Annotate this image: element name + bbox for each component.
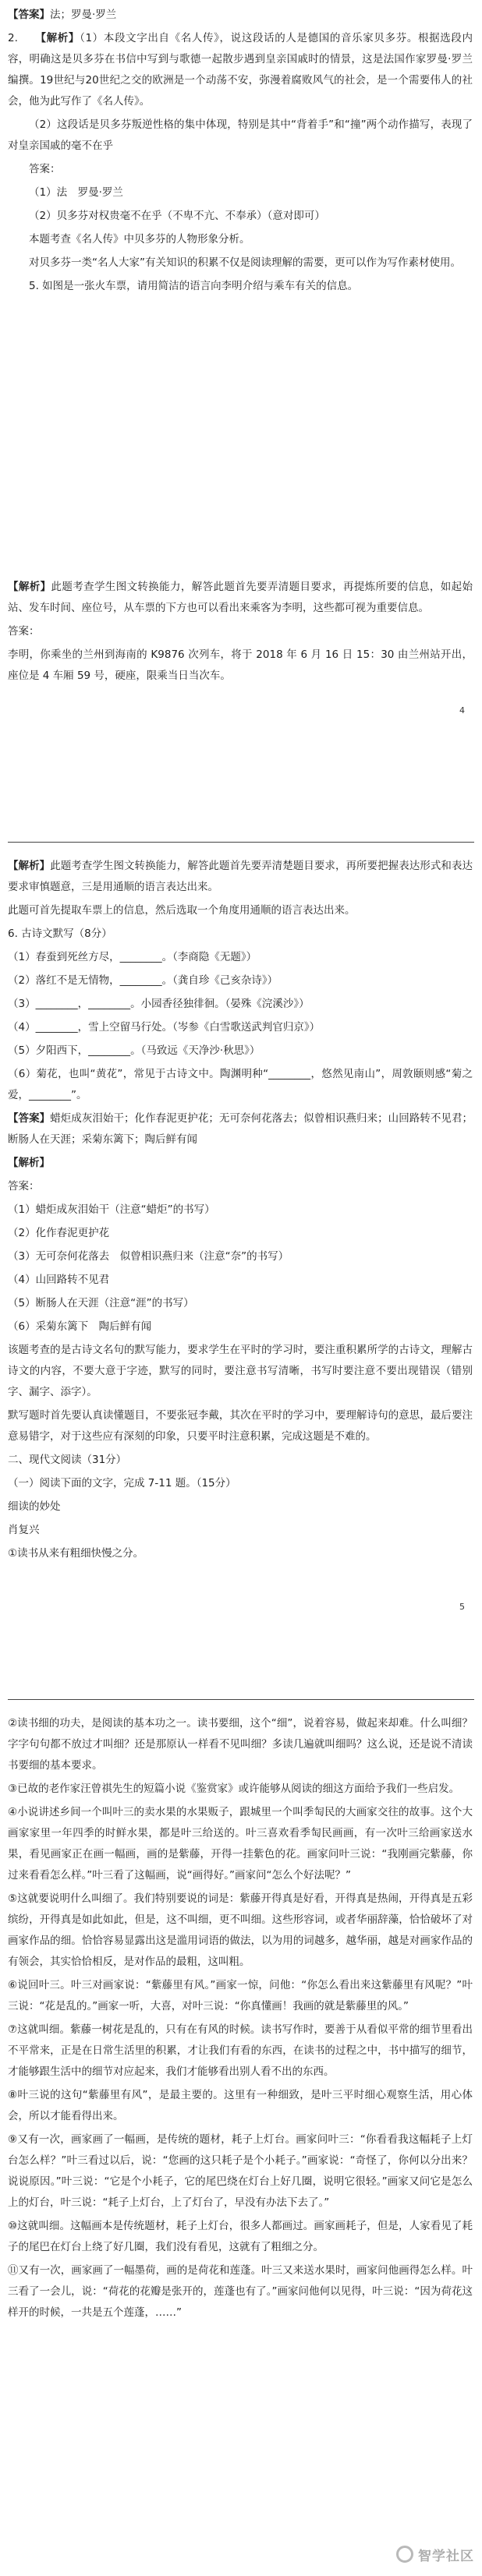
paragraph <box>8 1975 473 2017</box>
paragraph-text: 默写题时首先要认真读懂题目，不要张冠李戴，其次在平时的学习中，要理解诗句的意思，最后要注意易错字，对于这些应有深刻的印象，只要平时注意积累，完成这题是不难的。 <box>8 1409 473 1443</box>
paragraph <box>8 2260 473 2323</box>
page-4-top-text <box>8 5 473 299</box>
question-number: 2. <box>8 32 18 44</box>
paragraph-text: ⑦这就叫细。紫藤一树花是乱的，只有在有风的时候。读书写作时，要善于从看似平常的细节里看出不平常来，正是在日常生活里的积累，才让我们有看的东西，在读书的过程之中，书中描写的细节，才能够跟生活中的细节对应起来，我们才能够看出别人看不出的东西。 <box>8 2023 473 2078</box>
watermark-text: 智学社区 <box>418 2548 474 2564</box>
paragraph <box>8 1473 473 1494</box>
paragraph-text: （1）蜡炬成灰泪始干（注意“蜡炬”的书写） <box>8 1203 215 1216</box>
paragraph <box>8 1779 473 1800</box>
train-ticket-image-area <box>8 347 473 565</box>
paragraph-text: 对贝多芬一类“名人大家”有关知识的积累不仅是阅读理解的需要，更可以作为写作素材使用。 <box>29 256 461 269</box>
page-4 <box>0 0 482 779</box>
watermark-emblem-icon <box>396 2546 413 2563</box>
paragraph <box>8 924 473 945</box>
article-author: 肖复兴 <box>8 1524 40 1536</box>
paragraph-text: 本题考查《名人传》中贝多芬的人物形象分析。 <box>29 233 250 246</box>
paragraph-text: （1）法 罗曼·罗兰 <box>29 186 123 199</box>
paragraph-text: 此题考查学生图文转换能力，解答此题首先要弄清题目要求，再提炼所要的信息，如起始站、发车时间、座位号，从车票的下方也可以看出来乘客为李明，这些都可视为重要信息。 <box>8 581 473 614</box>
paragraph <box>8 182 473 203</box>
paragraph-text: （2）这段话是贝多芬叛逆性格的集中体现，特别是其中“背着手”和“撞”两个动作描写，表现了对皇亲国戚的毫不在乎 <box>8 118 473 152</box>
paragraph <box>8 1713 473 1776</box>
paragraph <box>8 1017 473 1038</box>
paragraph-text: 答案： <box>8 1180 40 1193</box>
paragraph <box>8 28 473 112</box>
page-header-rule <box>8 1699 474 1700</box>
section-label: 【解析】 <box>8 581 51 593</box>
paragraph <box>8 253 473 274</box>
paragraph-text: 法；罗曼·罗兰 <box>50 9 117 21</box>
paragraph-text: ⑧叶三说的这句“紫藤里有风”，是最主要的。这里有一种细致，是叶三平时细心观察生活，用心体会，所以才能看得出来。 <box>8 2089 473 2122</box>
paragraph-text: 二、现代文阅读（31分） <box>8 1454 127 1466</box>
paragraph <box>8 159 473 180</box>
paragraph-text: ③已故的老作家汪曾祺先生的短篇小说《鉴赏家》或许能够从阅读的细这方面给予我们一些启发。 <box>8 1783 460 1795</box>
page-number: 5 <box>459 1602 465 1612</box>
paragraph <box>8 206 473 227</box>
paragraph <box>8 1064 473 1106</box>
paragraph-text: （3）无可奈何花落去 似曾相识燕归来（注意“奈”的书写） <box>8 1250 289 1263</box>
paragraph <box>8 994 473 1015</box>
paragraph <box>8 1405 473 1447</box>
paragraph-text: ⑩这就叫细。这幅画本是传统题材，耗子上灯台，很多人都画过。画家画耗子，但是，人家看见了耗子的尾巴在灯台上绕了好几圈，我们没有看见，这就有了粗细之分。 <box>8 2220 473 2253</box>
paragraph-text: ⑥说回叶三。叶三对画家说：“紫藤里有风。”画家一惊，问他：“你怎么看出来这紫藤里有风呢？”叶三说：“花是乱的。”画家一听，大喜，对叶三说：“你真懂画！我画的就是紫藤里的风。” <box>8 1979 473 2012</box>
paragraph <box>8 1316 473 1337</box>
paragraph-text: （5）夕阳西下，________。（马致远《天净沙·秋思》） <box>8 1044 260 1057</box>
paragraph <box>8 2085 473 2127</box>
paragraph <box>8 1450 473 1471</box>
paragraph <box>8 856 473 898</box>
paragraph <box>8 1200 473 1221</box>
paragraph <box>8 1293 473 1314</box>
paragraph-text: 李明，你乘坐的兰州到海南的 K9876 次列车，将于 2018 年 6 月 16 日 15：30 由兰州站开出，座位是 4 车厢 59 号，硬座，限乘当日当次车。 <box>8 648 473 682</box>
paragraph-text: ⑨又有一次，画家画了一幅画，是传统的题材，耗子上灯台。画家问叶三：“你看看我这幅耗子上灯台怎么样？”叶三看过以后，说：“您画的这只耗子是个小耗子。”画家说：“奇怪了，你何以分出来？说说原因。”叶三说：“它是个小耗子，它的尾巴绕在灯台上好几圈，说明它很轻。”画家又问它是怎么上的灯台，叶三说：“耗子上灯台，上了灯台了，早没有办法下去了。” <box>8 2133 473 2209</box>
paragraph <box>8 947 473 968</box>
paragraph-text: （6）菊花，也叫“黄花”，常见于古诗文中。陶渊明种“________，悠然见南山”，周敦颐则感“菊之爱，________”。 <box>8 1068 473 1101</box>
paragraph-text: （6）采菊东篱下 陶后鲜有闻 <box>8 1320 152 1333</box>
paragraph <box>8 229 473 250</box>
paragraph <box>8 276 473 297</box>
answer-block <box>8 5 473 112</box>
paragraph-text: （2）落红不是无情物，________。（龚自珍《己亥杂诗》） <box>8 974 278 987</box>
paragraph-text: 该题考查的是古诗文名句的默写能力，要求学生在平时的学习时，要注重积累所学的古诗文，理解古诗文的内容，不要大意于字迹，默写的同时，要注意书写清晰，书写时要注意不要出现错误（错别字、漏字、添字）。 <box>8 1344 473 1398</box>
paragraph <box>8 1108 473 1150</box>
article-body-continued <box>8 1713 473 2326</box>
paragraph-text: （2）贝多芬对权贵毫不在乎（不卑不亢、不奉承）（意对即可） <box>29 210 325 222</box>
paragraph-text: ②读书细的功夫，是阅读的基本功之一。读书要细，这个“细”，说着容易，做起来却难。什么叫细？字字句句都不放过才叫细？还是那原认一样看不见叫细？多读几遍就叫细吗？这么说，还是说不清读书要细的基本要求。 <box>8 1717 473 1772</box>
paragraph <box>8 1246 473 1267</box>
article-body <box>8 1543 473 1564</box>
paragraph-text: 此题考查学生图文转换能力，解答此题首先要弄清楚题目要求，再所要把握表达形式和表达要求审慎题意，三是用通顺的语言表达出来。 <box>8 860 473 893</box>
paragraph <box>8 1889 473 1973</box>
ticket-answer <box>8 577 473 689</box>
paragraph-text: ④小说讲述乡间一个叫叶三的卖水果的水果贩子，跟城里一个叫季匋民的大画家交往的故事。这个大画家家里一年四季的时鲜水果，都是叶三给送的。叶三喜欢看季匋民画画，有一次叶三给画家送水果，看见画家正在画一幅画，画的是紫藤，开得一挂紫色的花。画家问叶三说：“我刚画完紫藤，你过来看看怎么样。”叶三看了这幅画，说“画得好。”画家问“怎么个好法呢？” <box>8 1806 473 1882</box>
section-label: 【解析】 <box>8 860 51 872</box>
paragraph <box>8 115 473 157</box>
paragraph-text: （4）________，雪上空留马行处。（岑参《白雪歌送武判官归京》） <box>8 1021 321 1034</box>
page-number: 4 <box>459 705 465 716</box>
question-section <box>8 856 473 1494</box>
paragraph <box>8 1802 473 1886</box>
paragraph-text: 5. 如图是一张火车票，请用简洁的语言向李明介绍与乘车有关的信息。 <box>29 280 359 292</box>
section-label: 【答案】 <box>8 9 50 21</box>
paragraph-text: ⑤这就要说明什么叫细了。我们特别要说的词是：紫藤开得真是好看，开得真是热闹，开得真是五彩缤纷，开得真是如此如此，但是，这不叫细，更不叫细。这些形容词，或者华丽辞藻，恰恰破坏了对画家作品的细。恰恰容易显露出这是滥用词语的做法，以为用的词越多，越华丽，越是对画家作品的有领会，其实恰恰相反，是对作品的最粗，这叫粗。 <box>8 1892 473 1968</box>
paragraph <box>8 900 473 921</box>
paragraph-text: 答案： <box>8 625 40 638</box>
paragraph-text: （5）断肠人在天涯（注意“涯”的书写） <box>8 1297 194 1309</box>
site-watermark-logo <box>393 2537 477 2571</box>
paragraph-text: 6. 古诗文默写（8分） <box>8 928 112 940</box>
paragraph <box>8 1270 473 1291</box>
paragraph <box>8 1340 473 1403</box>
page-header-rule <box>8 842 474 843</box>
paragraph <box>8 1223 473 1244</box>
paragraph <box>8 2216 473 2258</box>
answer-detail <box>8 115 473 297</box>
paragraph <box>8 5 473 26</box>
page-5 <box>0 834 482 1645</box>
paragraph <box>8 577 473 619</box>
paragraph-text: （3）________，________。小园香径独徘徊。（晏殊《浣溪沙》） <box>8 998 310 1010</box>
paragraph-text: 答案： <box>29 163 61 175</box>
paragraph-text: ①读书从来有粗细快慢之分。 <box>8 1547 144 1560</box>
paragraph-text: 蜡炬成灰泪始干；化作春泥更护花；无可奈何花落去；似曾相识燕归来；山回路转不见君；断肠人在天涯；采菊东篱下；陶后鲜有闻 <box>8 1112 473 1146</box>
section-label: 【答案】 <box>8 1112 51 1125</box>
paragraph <box>8 621 473 642</box>
paragraph-text: ⑪又有一次，画家画了一幅墨荷，画的是荷花和莲蓬。叶三又来送水果时，画家问他画得怎么样。叶三看了一会儿，说：“荷花的花瓣是张开的，莲蓬也有了。”画家问他何以见得，叶三说：“因为荷花这样开的时候，一共是五个莲蓬，……” <box>8 2264 473 2319</box>
paragraph <box>8 2019 473 2083</box>
section-label: 【解析】 <box>8 1157 50 1169</box>
paragraph <box>8 970 473 991</box>
paragraph <box>8 645 473 687</box>
paragraph <box>8 1176 473 1197</box>
section-label: 【解析】 <box>34 32 80 44</box>
paragraph-text: （1）本段文字出自《名人传》，说这段话的人是德国的音乐家贝多芬。根据选段内容，明确这是贝多芬在书信中写到与歌德一起散步遇到皇亲国戚时的情景，这是法国作家罗曼·罗兰编撰。19世纪与20世纪之交的欧洲是一个动荡不安，弥漫着腐败风气的社会，是一个需要伟人的社会，他为此写作了《名人传》。 <box>8 32 473 108</box>
paragraph-text: （一）阅读下面的文字，完成 7-11 题。（15分） <box>8 1477 236 1489</box>
paragraph-text: （4）山回路转不见君 <box>8 1274 110 1286</box>
paragraph-text: （2）化作春泥更护花 <box>8 1227 110 1239</box>
paragraph <box>8 1041 473 1062</box>
paragraph <box>8 1543 473 1564</box>
paragraph <box>8 1153 473 1174</box>
paragraph-text: 此题可首先提取车票上的信息，然后选取一个角度用通顺的语言表达出来。 <box>8 904 356 917</box>
page-6 <box>0 1691 482 2576</box>
paragraph <box>8 2129 473 2214</box>
page-5-text <box>8 856 473 1567</box>
article-title: 细读的妙处 <box>8 1500 61 1513</box>
paragraph-text: （1）春蚕到死丝方尽，________。（李商隐《无题》） <box>8 951 257 963</box>
